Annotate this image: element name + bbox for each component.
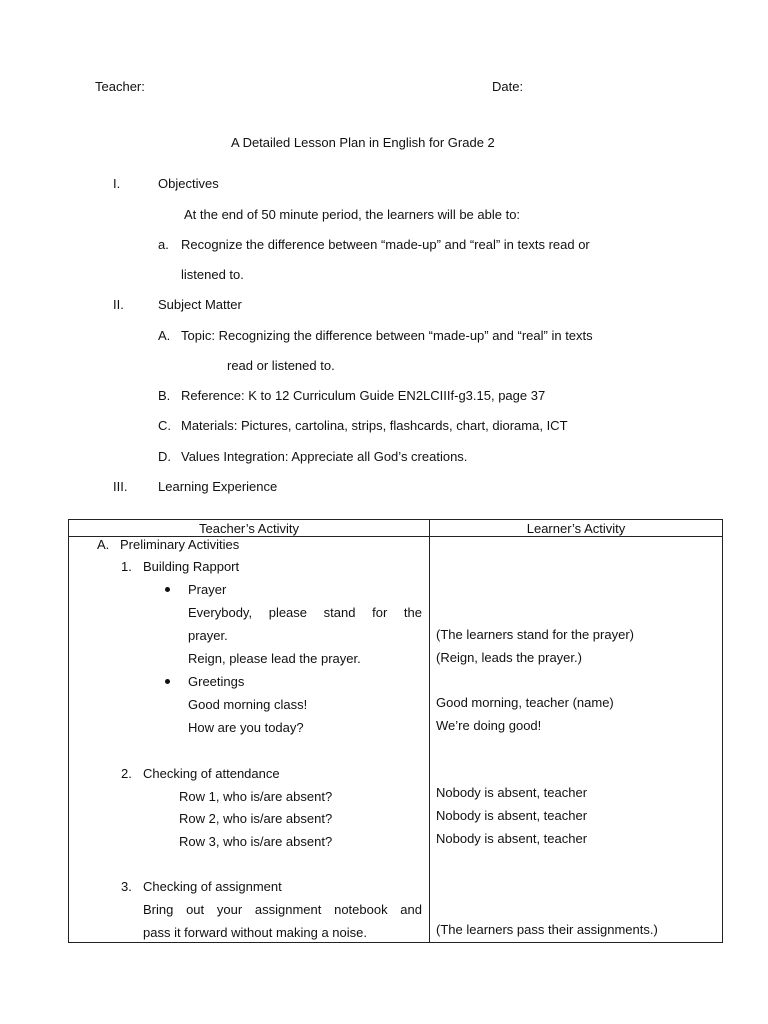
assignment-marker: 3. xyxy=(121,879,132,894)
greetings-bullet xyxy=(165,679,170,684)
activity-table xyxy=(68,519,723,943)
prayer-label: Prayer xyxy=(188,582,227,597)
assignment-instruction-line2: pass it forward without making a noise. xyxy=(143,925,367,940)
prayer-instruction-line1: Everybody, please stand for the xyxy=(188,605,422,620)
learner-absent-response-3: Nobody is absent, teacher xyxy=(436,831,588,846)
attendance-row3: Row 3, who is/are absent? xyxy=(179,834,333,849)
subject-topic-line1: Topic: Recognizing the difference between “made-up” and “real” in texts xyxy=(181,328,593,343)
subject-reference: Reference: K to 12 Curriculum Guide EN2LCIIIf-g3.15, page 37 xyxy=(181,388,546,403)
assignment-instruction-line1: Bring out your assignment notebook and xyxy=(143,902,422,917)
learner-doing-good-response: We’re doing good! xyxy=(436,718,542,733)
subject-b-marker: B. xyxy=(158,388,171,403)
section-one-heading: Objectives xyxy=(158,176,219,191)
learner-activity-header: Learner’s Activity xyxy=(526,521,626,536)
subject-c-marker: C. xyxy=(158,418,171,433)
prelim-marker: A. xyxy=(97,537,110,552)
objectives-intro: At the end of 50 minute period, the learners will be able to: xyxy=(184,207,521,222)
attendance-row1: Row 1, who is/are absent? xyxy=(179,789,333,804)
subject-values: Values Integration: Appreciate all God’s creations. xyxy=(181,449,468,464)
section-three-heading: Learning Experience xyxy=(158,479,278,494)
learner-greeting-response: Good morning, teacher (name) xyxy=(436,695,614,710)
good-morning-text: Good morning class! xyxy=(188,697,308,712)
objective-a-line1: Recognize the difference between “made-up” and “real” in texts read or xyxy=(181,237,590,252)
section-one-numeral: I. xyxy=(113,176,121,191)
subject-d-marker: D. xyxy=(158,449,171,464)
teacher-activity-header: Teacher’s Activity xyxy=(199,521,299,536)
prayer-bullet xyxy=(165,587,170,592)
document-title: A Detailed Lesson Plan in English for Grade 2 xyxy=(231,135,495,150)
learner-absent-response-2: Nobody is absent, teacher xyxy=(436,808,588,823)
subject-materials: Materials: Pictures, cartolina, strips, flashcards, chart, diorama, ICT xyxy=(181,418,568,433)
reign-instruction: Reign, please lead the prayer. xyxy=(188,651,361,666)
learner-reign-response: (Reign, leads the prayer.) xyxy=(436,650,582,665)
section-three-numeral: III. xyxy=(113,479,128,494)
column-divider xyxy=(429,520,430,942)
learner-stand-response: (The learners stand for the prayer) xyxy=(436,627,634,642)
section-two-numeral: II. xyxy=(113,297,124,312)
rapport-heading: Building Rapport xyxy=(143,559,240,574)
rapport-marker: 1. xyxy=(121,559,132,574)
section-two-heading: Subject Matter xyxy=(158,297,242,312)
attendance-row2: Row 2, who is/are absent? xyxy=(179,811,333,826)
date-label: Date: xyxy=(492,79,524,94)
prayer-instruction-line2: prayer. xyxy=(188,628,228,643)
objective-a-marker: a. xyxy=(158,237,169,252)
attendance-heading: Checking of attendance xyxy=(143,766,280,781)
subject-topic-line2: read or listened to. xyxy=(227,358,335,373)
how-are-you-text: How are you today? xyxy=(188,720,304,735)
teacher-label: Teacher: xyxy=(95,79,145,94)
subject-a-marker: A. xyxy=(158,328,171,343)
learner-absent-response-1: Nobody is absent, teacher xyxy=(436,785,588,800)
learner-pass-response: (The learners pass their assignments.) xyxy=(436,922,658,937)
objective-a-line2: listened to. xyxy=(181,267,244,282)
assignment-heading: Checking of assignment xyxy=(143,879,282,894)
greetings-label: Greetings xyxy=(188,674,245,689)
prelim-heading: Preliminary Activities xyxy=(120,537,240,552)
attendance-marker: 2. xyxy=(121,766,132,781)
